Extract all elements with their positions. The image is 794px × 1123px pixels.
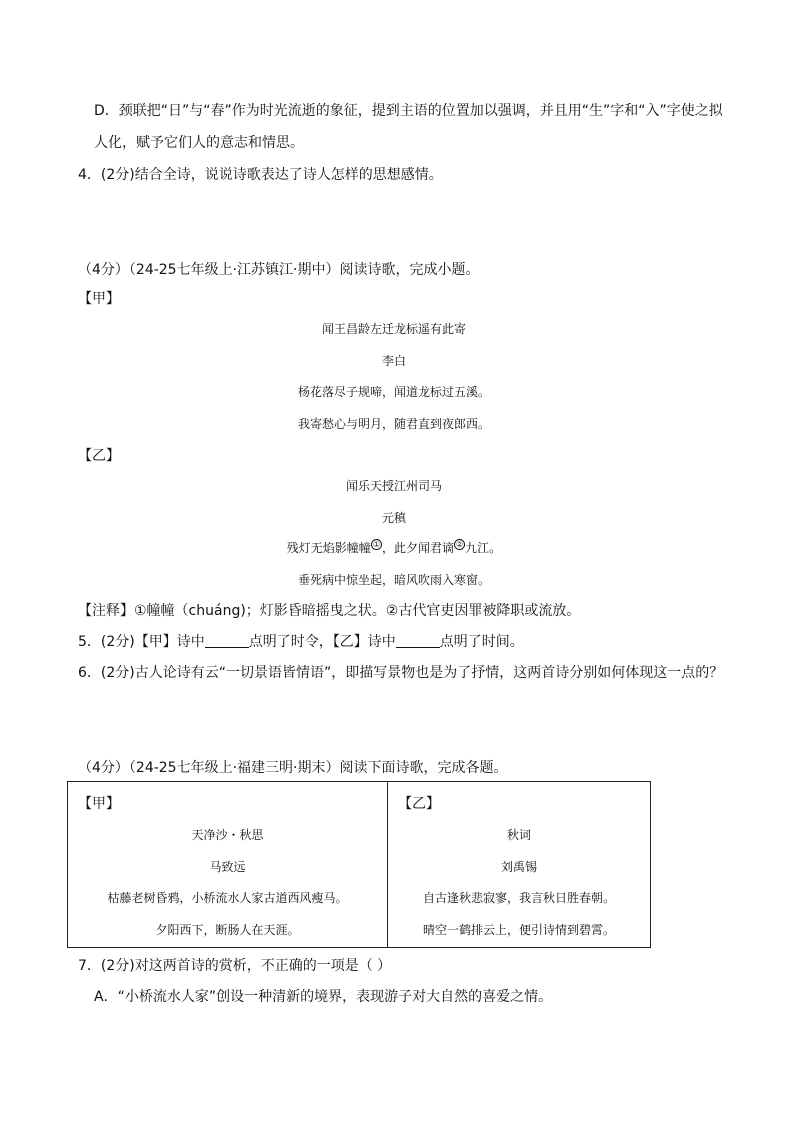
- poem-jia-tag: 【甲】: [78, 291, 120, 307]
- q5-part2: 点明了时令，【乙】诗中: [248, 634, 396, 650]
- table-jia-tag: 【甲】: [78, 796, 120, 812]
- q5-blank-1[interactable]: [205, 633, 249, 648]
- q7-option-a: A．“小桥流水人家”创设一种清新的境界，表现游子对大自然的喜爱之情。: [94, 989, 553, 1005]
- question-4: 4．(2分)结合全诗，说说诗歌表达了诗人怎样的思想感情。: [78, 167, 443, 183]
- q5-part3: 点明了时间。: [439, 634, 524, 650]
- poem-yi-line2: 垂死病中惊坐起，暗风吹雨入寒窗。: [297, 573, 490, 587]
- table-jia-line1: 枯藤老树昏鸦，小桥流水人家古道西风瘦马。: [107, 891, 348, 905]
- poem-table: [67, 781, 651, 948]
- q3-option-d-line1: D．颈联把“日”与“春”作为时光流逝的象征，提到主语的位置加以强调，并且用“生”字和“入”字使之拟: [94, 103, 723, 119]
- poem-yi-line1: [68, 539, 720, 557]
- poem-yi-line1-part2: ，此夕闻君谪: [381, 541, 454, 555]
- poem-jia-line1: 杨花落尽子规啼，闻道龙标过五溪。: [297, 385, 490, 399]
- section3-header: （4分）（24-25七年级上·福建三明·期末）阅读下面诗歌，完成各题。: [78, 760, 508, 776]
- poem-jia-author: 李白: [381, 354, 406, 368]
- table-yi-title: 秋词: [506, 828, 531, 842]
- section2-header: （4分）（24-25七年级上·江苏镇江·期中）阅读诗歌，完成小题。: [78, 262, 480, 278]
- q5-blank-2[interactable]: [396, 633, 440, 648]
- poem-jia-line2: 我寄愁心与明月，随君直到夜郎西。: [297, 417, 490, 431]
- poem-yi-line1-part3: 九江。: [465, 541, 502, 555]
- table-jia-author: 马致远: [209, 860, 246, 874]
- table-cell-yi: [388, 782, 650, 947]
- table-jia-line2: 夕阳西下，断肠人在天涯。: [155, 923, 300, 937]
- q3-option-d-line2: 人化，赋予它们人的意志和情思。: [94, 135, 304, 151]
- poem-yi-title: 闻乐天授江州司马: [345, 479, 442, 493]
- table-cell-jia: [68, 782, 387, 947]
- question-5: [78, 632, 524, 652]
- note-mark-1: ①: [372, 540, 380, 549]
- table-yi-line1: 自古逢秋悲寂寥，我言秋日胜春朝。: [422, 891, 615, 905]
- table-yi-line2: 晴空一鹤排云上，便引诗情到碧霄。: [422, 923, 615, 937]
- q5-part1: 5．(2分)【甲】诗中: [78, 634, 205, 650]
- poem-jia-title: 闻王昌龄左迁龙标遥有此寄: [321, 322, 466, 336]
- question-7: 7．(2分)对这两首诗的赏析，不正确的一项是（ ）: [78, 958, 392, 974]
- annotation-note: 【注释】①幢幢（chuáng)；灯影昏暗摇曳之状。②古代官吏因罪被降职或流放。: [78, 603, 581, 619]
- poem-yi-author: 元稹: [381, 511, 406, 525]
- note-mark-2: ②: [456, 540, 464, 549]
- question-6: 6．(2分)古人论诗有云“一切景语皆情语”，即描写景物也是为了抒情，这两首诗分别如何体现这一点的？: [78, 665, 724, 681]
- poem-yi-tag: 【乙】: [78, 448, 120, 464]
- table-jia-title: 天净沙・秋思: [191, 828, 264, 842]
- poem-yi-line1-part1: 残灯无焰影幢幢: [286, 541, 371, 555]
- table-yi-author: 刘禹锡: [500, 860, 537, 874]
- table-yi-tag: 【乙】: [398, 796, 440, 812]
